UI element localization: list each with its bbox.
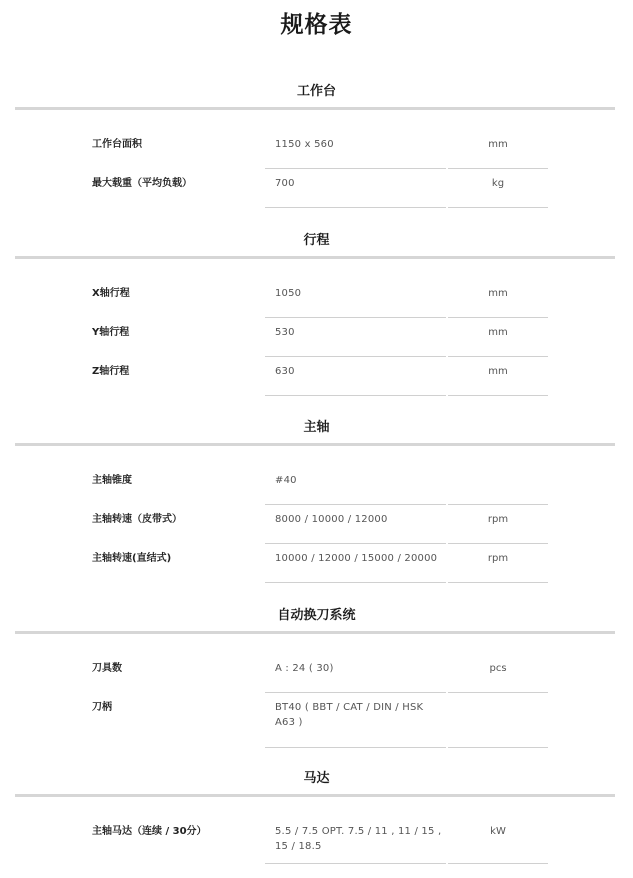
- spec-label: 刀柄: [92, 702, 112, 713]
- spec-label: 工作台面积: [92, 139, 142, 150]
- section-divider: [15, 794, 615, 797]
- spec-label: 最大载重（平均负载）: [92, 178, 192, 189]
- section-title: 主轴: [303, 420, 330, 435]
- spec-unit: kg: [448, 176, 548, 208]
- spec-unit: [448, 700, 548, 748]
- spec-label: 主轴转速（皮带式）: [92, 514, 182, 525]
- spec-value: #40: [265, 473, 446, 505]
- section-divider: [15, 443, 615, 446]
- spec-unit: mm: [448, 325, 548, 357]
- spec-label: Y轴行程: [92, 327, 130, 338]
- section-divider: [15, 107, 615, 110]
- section-title: 马达: [303, 771, 330, 786]
- spec-unit: mm: [448, 286, 548, 318]
- spec-value: BT40 ( BBT / CAT / DIN / HSK A63 ): [265, 700, 446, 748]
- page-title: 规格表: [280, 12, 353, 38]
- section-title: 行程: [303, 233, 330, 248]
- section-title: 工作台: [296, 84, 336, 99]
- spec-value: 630: [265, 364, 446, 396]
- spec-value: 5.5 / 7.5 OPT. 7.5 / 11 , 11 / 15 , 15 / 18.5: [265, 824, 446, 864]
- spec-unit: mm: [448, 137, 548, 169]
- section-divider: [15, 631, 615, 634]
- spec-value: 700: [265, 176, 446, 208]
- spec-unit: mm: [448, 364, 548, 396]
- spec-value: 10000 / 12000 / 15000 / 20000: [265, 551, 446, 583]
- spec-value: 8000 / 10000 / 12000: [265, 512, 446, 544]
- spec-unit: kW: [448, 824, 548, 864]
- spec-unit: pcs: [448, 661, 548, 693]
- spec-unit: rpm: [448, 512, 548, 544]
- spec-label: 主轴马达（连续 / 30分）: [92, 826, 207, 837]
- spec-label: 刀具数: [92, 663, 122, 674]
- spec-label: X轴行程: [92, 288, 130, 299]
- spec-label: 主轴锥度: [92, 475, 132, 486]
- spec-value: 1050: [265, 286, 446, 318]
- spec-label: Z轴行程: [92, 366, 130, 377]
- spec-unit: rpm: [448, 551, 548, 583]
- spec-value: 530: [265, 325, 446, 357]
- spec-value: 1150 x 560: [265, 137, 446, 169]
- section-divider: [15, 256, 615, 259]
- spec-label: 主轴转速(直结式): [92, 553, 172, 564]
- spec-unit: [448, 473, 548, 505]
- section-title: 自动换刀系统: [277, 608, 356, 623]
- spec-value: A : 24 ( 30): [265, 661, 446, 693]
